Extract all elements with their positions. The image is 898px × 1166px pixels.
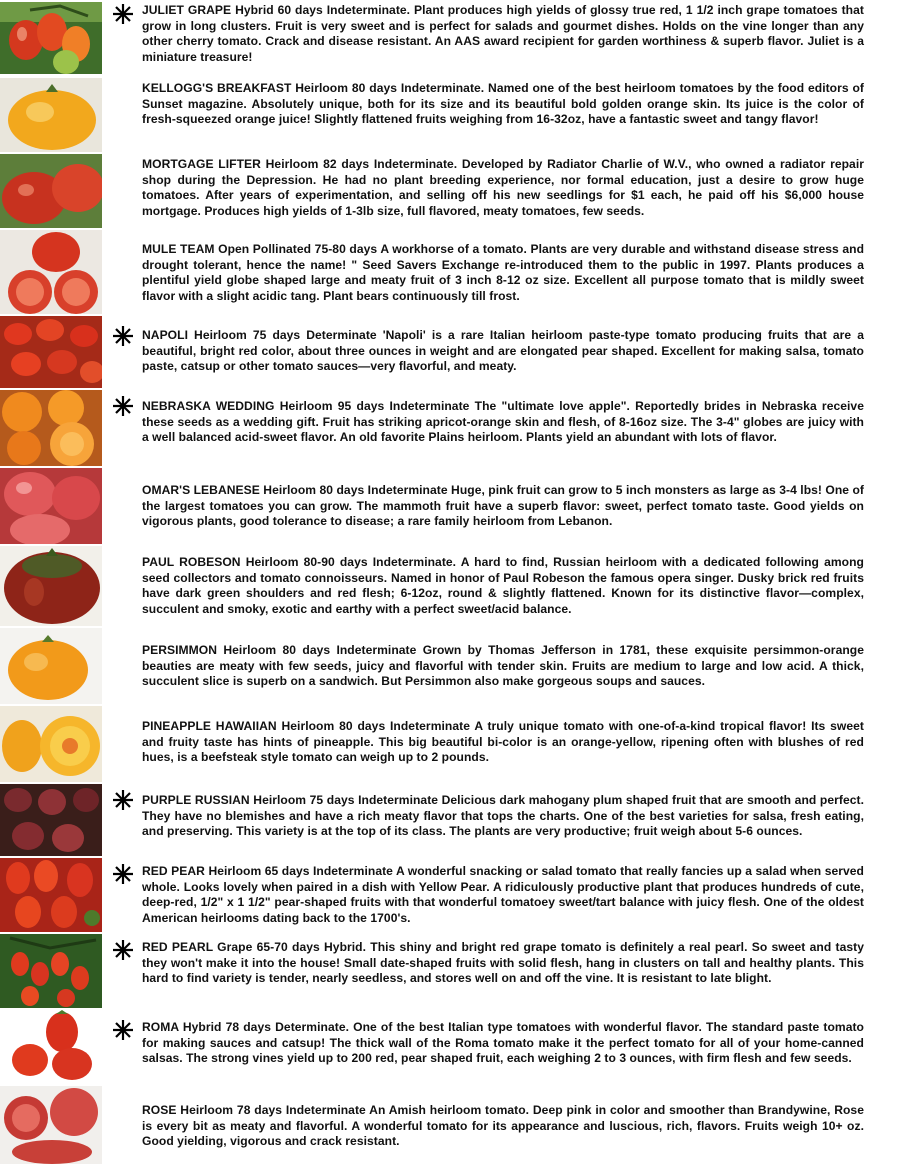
variety-details: Heirloom 75 days Indeterminate Delicious dark mahogany plum shaped fruit that are smooth and perfect. They have no blemishes and have a rich meaty flavor that tops the charts. One of the best varieties for salsa, fresh eating, and preserving. This variety is at the top of its class. The plants are very productive; fruit weigh about 5-6 ounces. — [142, 793, 864, 839]
entry-description — [142, 328, 864, 375]
star-icon — [112, 395, 134, 417]
entry-description — [142, 555, 864, 617]
entry-description — [142, 940, 864, 987]
variety-details: Heirloom 65 days Indeterminate A wonderful snacking or salad tomato that really fancies up a salad when served whole. Looks lovely when paired in a dish with Yellow Pear. A ridiculously productive plant that produces hundreds of cute, deep-red, 1/2" x 1 1/2" pear-shaped fruits with that wonderful tomatoey sweet/tart balance with juicy flesh. One of the oldest American heirlooms dating back to the 1700's. — [142, 864, 864, 925]
star-icon — [112, 3, 134, 25]
variety-name: PURPLE RUSSIAN — [142, 793, 250, 807]
variety-name: ROMA — [142, 1020, 179, 1034]
star-icon — [112, 325, 134, 347]
variety-details: Hybrid 78 days Determinate. One of the best Italian type tomatoes with wonderful flavor. The standard paste tomato for making sauces and catsup! The thick wall of the Roma tomato make it the perfect tomato for all of your home-canned salsas. The strong vines yield up to 200 red, pear shaped fruit, each weighing 2 to 3 ounces, with firm flesh and few seeds. — [142, 1020, 864, 1066]
persimmon-photo — [0, 628, 102, 704]
entry-mortgage-lifter — [0, 154, 898, 230]
entry-red-pearl — [0, 934, 898, 1010]
pineapple-hawaiian-photo — [0, 706, 102, 782]
variety-details: Hybrid 60 days Indeterminate. Plant produces high yields of glossy true red, 1 1/2 inch grape tomatoes that grow in long clusters. Fruit is very sweet and is perfect for salads and gourmet dishes. Holds on the vine longer than any other cherry tomato. Crack and disease resistant. An AAS award recipient for garden worthiness & superb flavor. Juliet is a miniature treasure! — [142, 3, 864, 64]
variety-name: MORTGAGE LIFTER — [142, 157, 261, 171]
variety-details: Heirloom 95 days Indeterminate The "ultimate love apple". Reportedly brides in Nebraska receive these seeds as a wedding gift. Fruit has striking apricot-orange skin and flesh, of 8-16oz size. The 3-4" globes are juicy with a well balanced acid-sweet flavor. An old favorite Plains heirloom. Plants yield an abundant with lots of flavor. — [142, 399, 864, 445]
entry-roma — [0, 1010, 898, 1086]
mule-team-photo — [0, 230, 102, 314]
entry-description — [142, 483, 864, 530]
entry-description — [142, 81, 864, 128]
star-icon — [112, 863, 134, 885]
variety-name: MULE TEAM — [142, 242, 215, 256]
variety-details: Heirloom 78 days Indeterminate An Amish heirloom tomato. Deep pink in color and smoother than Brandywine, Rose is every bit as meaty and flavorful. A wonderful tomato for its appearance and luscious, rich, flavors. Fruits weigh 10+ oz. Good yielding, vigorous and crack resistant. — [142, 1103, 864, 1149]
variety-name: OMAR'S LEBANESE — [142, 483, 260, 497]
variety-details: Grape 65-70 days Hybrid. This shiny and bright red grape tomato is definitely a real pearl. So sweet and tasty they won't make it into the house! Small date-shaped fruits with solid flesh, hang in clusters on tall and healthy plants. This hard to find variety is tender, nearly seedless, and stores well on and off the vine. It is resistant to late blight. — [142, 940, 864, 986]
variety-name: JULIET GRAPE — [142, 3, 232, 17]
variety-name: NAPOLI — [142, 328, 188, 342]
entry-rose — [0, 1086, 898, 1166]
entry-description — [142, 1103, 864, 1150]
variety-details: Heirloom 80 days Indeterminate Grown by Thomas Jefferson in 1781, these exquisite persimmon-orange beauties are meaty with few seeds, juicy and flavorful with tender skin. Fruits are medium to large and low acid. A thick, succulent slice is superb on a sandwich. But Persimmon also make gorgeous soups and sauces. — [142, 643, 864, 689]
entry-napoli — [0, 316, 898, 390]
variety-details: Heirloom 82 days Indeterminate. Developed by Radiator Charlie of W.V., who owned a radiator repair shop during the Depression. He had no plant breeding experience, nor formal education, just a desire to grow huge tomatoes. After years of experimentation, and selling off his new seedlings for $1 each, he paid off his $6,000 house mortgage. Produces high yields of 1-3lb size, full flavored, meaty tomatoes, few seeds. — [142, 157, 864, 218]
variety-details: Heirloom 80 days Indeterminate A truly unique tomato with one-of-a-kind tropical flavor! Its sweet and fruity taste has hints of pineapple. This big beautiful bi-color is an orange-yellow, ripening often with blushes of red hues, is a beefsteak style tomato can weigh up to 2 pounds. — [142, 719, 864, 765]
kelloggs-breakfast-photo — [0, 78, 102, 152]
variety-name: RED PEARL — [142, 940, 213, 954]
entry-kelloggs-breakfast — [0, 78, 898, 154]
entry-description — [142, 1020, 864, 1067]
entry-nebraska-wedding — [0, 390, 898, 468]
purple-russian-photo — [0, 784, 102, 856]
entry-mule-team — [0, 230, 898, 316]
rose-photo — [0, 1086, 102, 1164]
entry-description — [142, 157, 864, 219]
entry-description — [142, 719, 864, 766]
variety-name: PINEAPPLE HAWAIIAN — [142, 719, 277, 733]
omars-lebanese-photo — [0, 468, 102, 544]
entry-description — [142, 399, 864, 446]
variety-name: ROSE — [142, 1103, 177, 1117]
variety-details: Heirloom 80 days Indeterminate. Named one of the best heirloom tomatoes by the food editors of Sunset magazine. Absolutely unique, both for its size and its beautiful bold golden orange skin. Its juice is the color of fresh-squeezed orange juice! Slightly flattened fruits weighing from 16-32oz, have a fantastic sweet and tangy flavor! — [142, 81, 864, 127]
star-icon — [112, 789, 134, 811]
paul-robeson-photo — [0, 546, 102, 626]
entry-paul-robeson — [0, 546, 898, 628]
variety-name: RED PEAR — [142, 864, 205, 878]
variety-name: PAUL ROBESON — [142, 555, 241, 569]
red-pear-photo — [0, 858, 102, 932]
variety-details: Open Pollinated 75-80 days A workhorse of a tomato. Plants are very durable and withstand disease stress and drought tolerant, hence the name! " Seed Savers Exchange re-introduced them to the public in 1997. Plants produces a plentiful yield globe shaped large and meaty fruit of 3 inch 8-12 oz size. Excellent all purpose tomato that is mildly sweet flavor with a slight acidic tang. Plant bears continuously till frost. — [142, 242, 865, 303]
mortgage-lifter-photo — [0, 154, 102, 228]
variety-details: Heirloom 80-90 days Indeterminate. A hard to find, Russian heirloom with a dedicated following among seed collectors and tomato connoisseurs. Named in honor of Paul Robeson the famous opera singer. Dusky brick red fruits have dark green shoulders and red flesh; 6-12oz, round & slightly flattened. Known for its distinctive flavor—complex, succulent and smoky, exotic and earthy with a perfect sweet/acid balance. — [142, 555, 864, 616]
entry-description — [142, 864, 864, 926]
entry-purple-russian — [0, 784, 898, 858]
star-icon — [112, 1019, 134, 1041]
variety-details: Heirloom 80 days Indeterminate Huge, pink fruit can grow to 5 inch monsters as large as 3-4 lbs! One of the largest tomatoes you can grow. The mammoth fruit have a superb flavor: sweet, perfect tomato taste. Good yields on vigorous plants, good tolerance to disease; a rare family heirloom from Lebanon. — [142, 483, 865, 529]
entry-description — [142, 643, 864, 690]
star-icon — [112, 939, 134, 961]
juliet-grape-photo — [0, 2, 102, 74]
variety-name: NEBRASKA WEDDING — [142, 399, 275, 413]
variety-name: PERSIMMON — [142, 643, 218, 657]
red-pearl-photo — [0, 934, 102, 1008]
entry-description — [142, 3, 864, 65]
entry-persimmon — [0, 628, 898, 706]
entry-pineapple-hawaiian — [0, 706, 898, 784]
napoli-photo — [0, 316, 102, 388]
entry-description — [142, 793, 864, 840]
roma-photo — [0, 1010, 102, 1084]
entry-red-pear — [0, 858, 898, 934]
entry-juliet-grape — [0, 0, 898, 78]
variety-name: KELLOGG'S BREAKFAST — [142, 81, 292, 95]
entry-omars-lebanese — [0, 468, 898, 546]
entry-description — [142, 242, 864, 304]
variety-details: Heirloom 75 days Determinate 'Napoli' is a rare Italian heirloom paste-type tomato producing fruits that are a beautiful, bright red color, about three ounces in weight and are elongated pear shaped. Excellent for making salsa, tomato paste, catsup or other tomato sauces—very flavorful, and meaty. — [142, 328, 864, 374]
nebraska-wedding-photo — [0, 390, 102, 466]
